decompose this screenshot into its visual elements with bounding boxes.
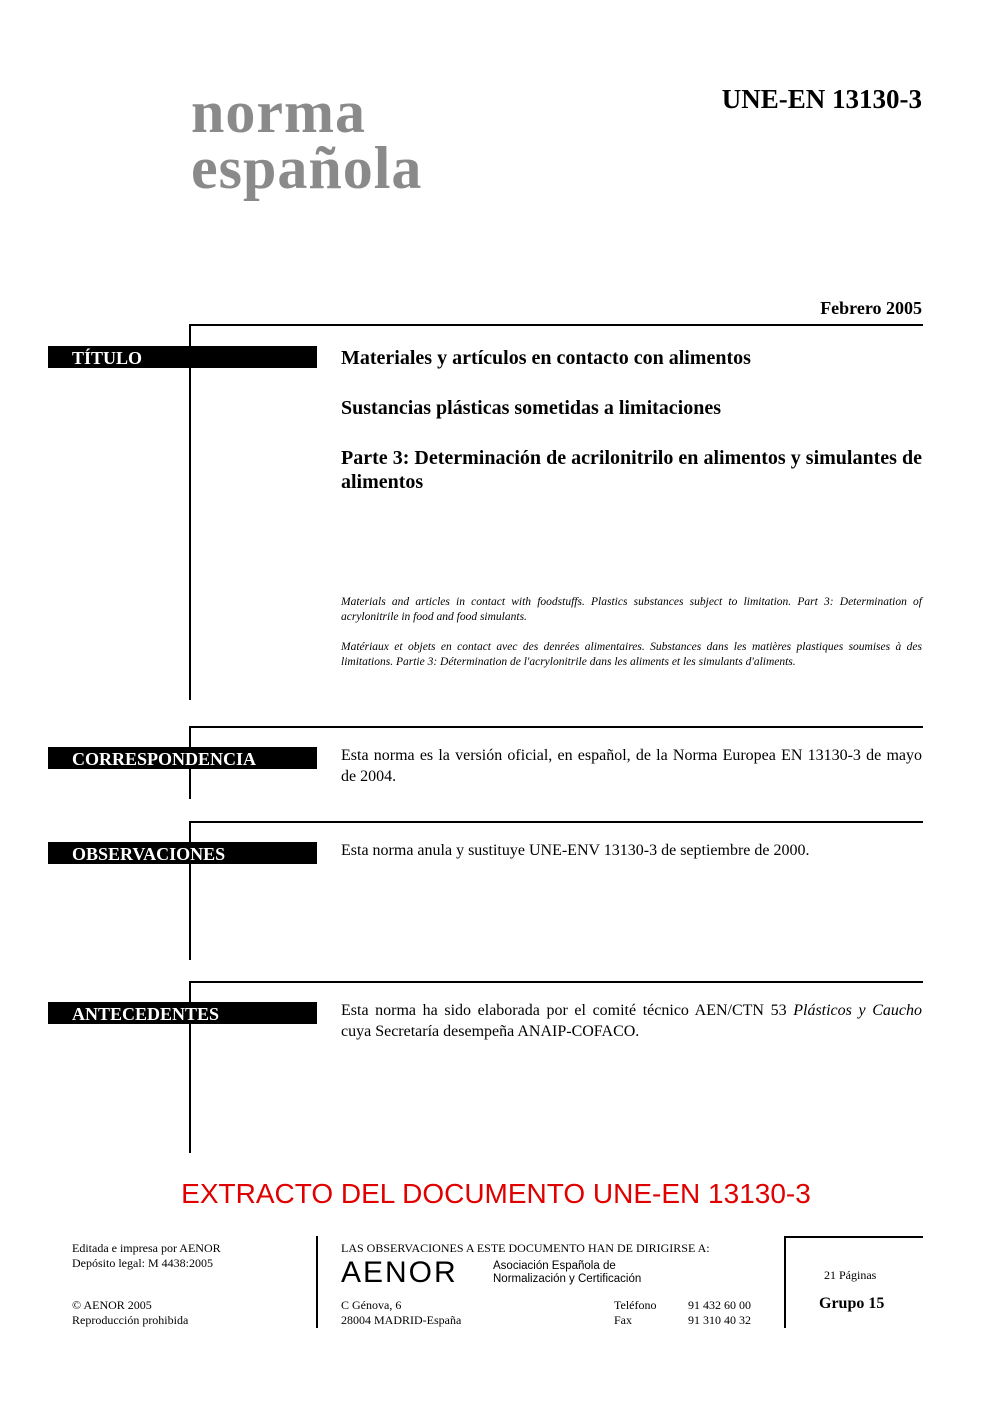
aenor-name-line-1: Asociación Española de: [493, 1260, 616, 1272]
aenor-full-name: [493, 1260, 641, 1286]
titulo-vertical-rule: [189, 324, 191, 700]
antecedentes-committee-name: Plásticos y Caucho: [793, 1002, 922, 1019]
title-line-2: Sustancias plásticas sometidas a limitaciones: [341, 397, 722, 419]
observaciones-top-rule: [189, 821, 923, 823]
standard-code: UNE-EN 13130-3: [721, 84, 922, 114]
titulo-label: TÍTULO: [48, 346, 317, 368]
antecedentes-top-rule: [189, 981, 923, 983]
footer-observations-note: LAS OBSERVACIONES A ESTE DOCUMENTO HAN DE DIRIGIRSE A:: [341, 1241, 710, 1255]
brand-title: [191, 79, 423, 201]
footer-phone-label: Teléfono: [614, 1298, 657, 1312]
antecedentes-text: [341, 1000, 922, 1042]
observaciones-label: OBSERVACIONES: [48, 842, 317, 864]
footer-address-line-1: C Génova, 6: [341, 1298, 402, 1312]
footer-deposit: Depósito legal: M 4438:2005: [72, 1256, 213, 1270]
observaciones-text: Esta norma anula y sustituye UNE-ENV 13130-3 de septiembre de 2000.: [341, 842, 810, 859]
footer-divider-left: [316, 1236, 318, 1328]
correspondencia-top-rule: [189, 726, 923, 728]
titulo-top-rule: [189, 324, 923, 326]
correspondencia-label: CORRESPONDENCIA: [48, 747, 317, 769]
footer-reproduction: Reproducción prohibida: [72, 1313, 189, 1327]
aenor-logo: AENOR: [341, 1256, 458, 1289]
aenor-name-line-2: Normalización y Certificación: [493, 1273, 642, 1285]
title-line-3: Parte 3: Determinación de acrilonitrilo en alimentos y simulantes de alimentos: [341, 447, 922, 493]
footer-copyright: © AENOR 2005: [72, 1298, 152, 1312]
brand-line-1: norma: [191, 79, 366, 145]
title-english: Materials and articles in contact with foodstuffs. Plastics substances subject to limitation. Part 3: Determination of acrylonitrile in food and food simulants.: [341, 596, 922, 623]
footer-edited: Editada e impresa por AENOR: [72, 1241, 221, 1255]
footer-fax-label: Fax: [614, 1313, 632, 1327]
footer-divider-right: [784, 1236, 786, 1328]
footer-group: Grupo 15: [819, 1295, 885, 1312]
title-line-1: Materiales y artículos en contacto con alimentos: [341, 347, 751, 369]
footer-phone-value: 91 432 60 00: [688, 1298, 751, 1312]
publication-date: Febrero 2005: [820, 298, 922, 318]
antecedentes-label: ANTECEDENTES: [48, 1002, 317, 1024]
title-french: Matériaux et objets en contact avec des denrées alimentaires. Substances dans les matières plastiques soumises à des limitations. Partie 3: Détermination de l'acrylonitrile dans les aliments et les simulants d'aliments.: [341, 641, 922, 668]
footer-pages: 21 Páginas: [824, 1268, 877, 1282]
antecedentes-text-start: Esta norma ha sido elaborada por el comité técnico AEN/CTN 53: [341, 1002, 794, 1019]
brand-line-2: española: [191, 135, 423, 201]
correspondencia-text: Esta norma es la versión oficial, en español, de la Norma Europea EN 13130-3 de mayo de 2004.: [341, 747, 922, 785]
extract-banner: EXTRACTO DEL DOCUMENTO UNE-EN 13130-3: [181, 1178, 811, 1209]
footer-fax-value: 91 310 40 32: [688, 1313, 751, 1327]
antecedentes-text-end: cuya Secretaría desempeña ANAIP-COFACO.: [341, 1023, 640, 1040]
footer-address-line-2: 28004 MADRID-España: [341, 1313, 462, 1327]
footer-box-top-rule: [784, 1236, 923, 1238]
